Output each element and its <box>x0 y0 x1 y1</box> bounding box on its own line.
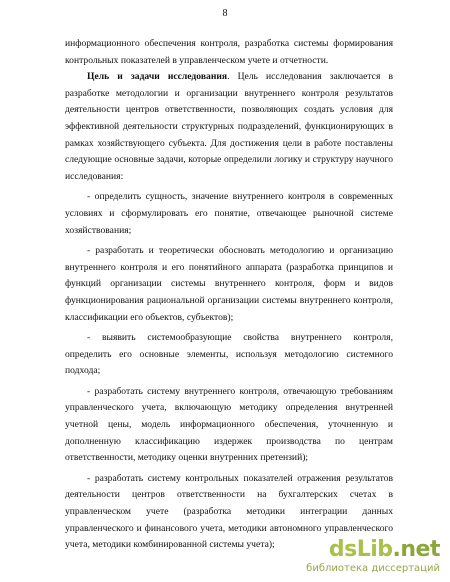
dslib-watermark <box>290 538 440 574</box>
page-number: 8 <box>222 8 228 19</box>
watermark-subtitle: библиотека диссертаций <box>306 563 440 574</box>
goal-text: . Цель исследования заключается в разработке методологии и организации внутреннего контроля результатов деятельности центров ответственности, позволяющих создать условия для эффективной деятельности структурных подразделений, функционирующих в рамках хозяйствующего субъекта. Для достижения цели в работе поставлены следующие основные задачи, которые определили логику и структуру научного исследования: <box>65 71 393 182</box>
logo-main: dsLib <box>328 537 393 562</box>
task-item-1: - определить сущность, значение внутреннего контроля в современных условиях и сформулировать его понятие, отвечающее рыночной системе хозяйствования; <box>65 191 393 236</box>
task-item-2: - разработать и теоретически обосновать методологию и организацию внутреннего контроля и его понятийного аппарата (разработка принципов и функций организации системы внутреннего контроля, форм и видов функционирования рациональной организации системы внутреннего контроля, классификации его объектов, субъектов); <box>65 245 393 323</box>
task-item-3: - выявить системообразующие свойства внутреннего контроля, определить его основные элементы, используя методологию системного подхода; <box>65 332 393 377</box>
dslib-logo <box>290 538 440 562</box>
task-item-5: - разработать систему контрольных показателей отражения результатов деятельности центров ответственности на бухгалтерских счетах в управленческом учете (разработка методики интеграции данных управленческого и финансового учета, методики автономного управленческого учета, методики комбинированной системы учета); <box>65 472 393 551</box>
document-body <box>65 36 393 554</box>
paragraph-goal <box>65 69 393 185</box>
paragraph-intro: информационного обеспечения контроля, разработка системы формирования контрольных показателей в управленческом учете и отчетности. <box>65 38 393 66</box>
task-item-4: - разработать систему внутреннего контроля, отвечающую требованиям управленческого учета, включающую методику определения внутренней учетной цены, модель информационного обеспечения, уточненную и дополненную классификацию издержек производства по центрам ответственности, методику оценки внутренних претензий); <box>65 385 393 464</box>
goal-heading: Цель и задачи исследования <box>87 71 228 83</box>
logo-tld: .net <box>392 537 440 562</box>
